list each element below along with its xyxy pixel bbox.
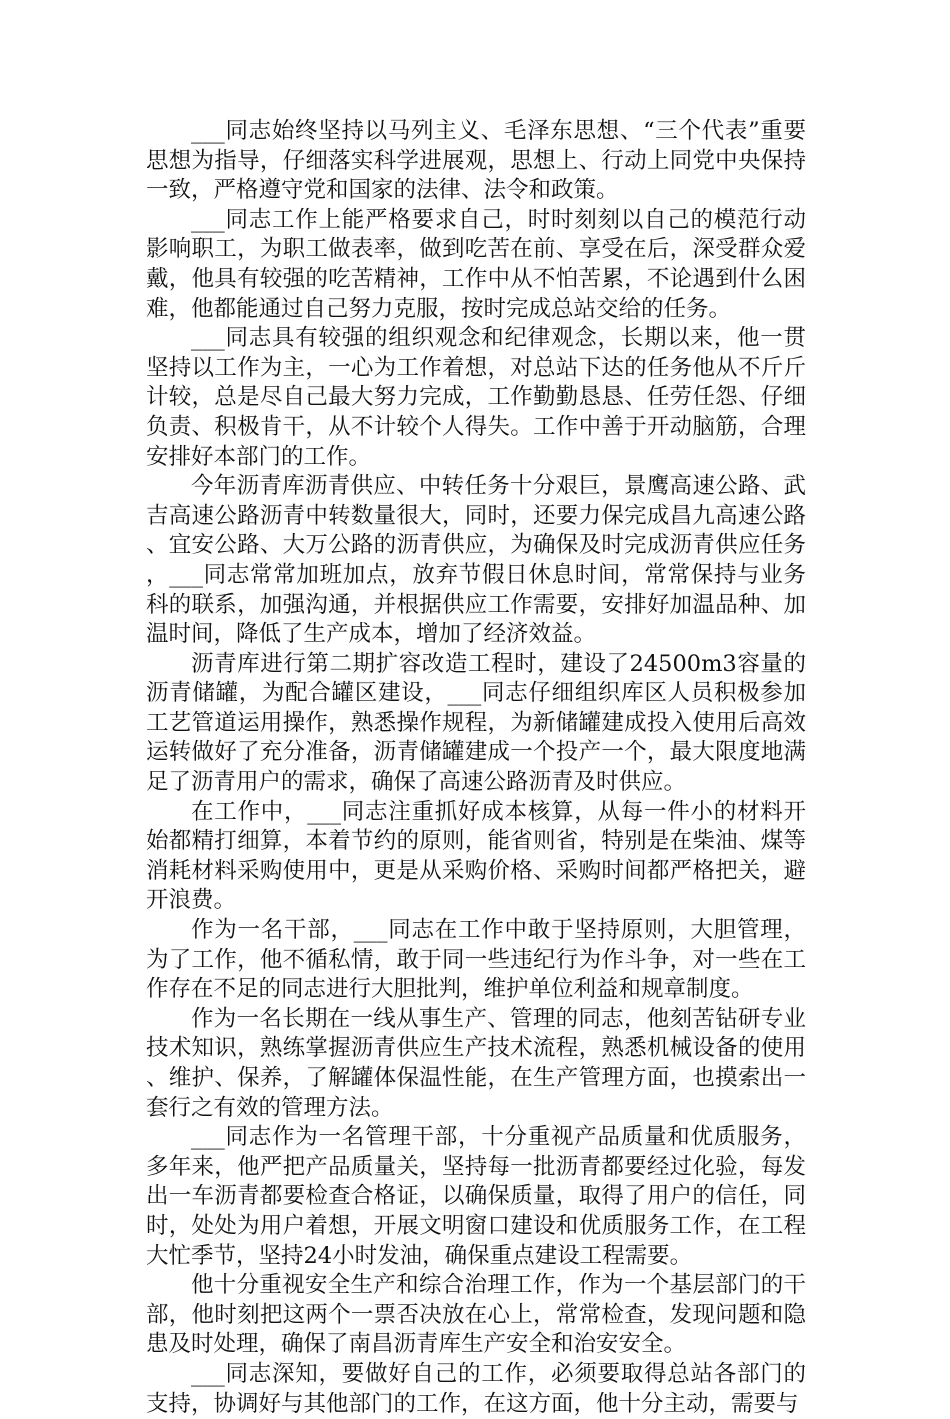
paragraph-6: 在工作中，___同志注重抓好成本核算，从每一件小的材料开始都精打细算，本着节约的原则，能省则省，特别是在柴油、煤等消耗材料采购使用中，更是从采购价格、采购时间都严格把关，避开浪费。 <box>146 798 806 914</box>
paragraph-7: 作为一名干部，___同志在工作中敢于坚持原则，大胆管理，为了工作，他不循私情，敢于同一些违纪行为作斗争，对一些在工作存在不足的同志进行大胆批判，维护单位利益和规章制度。 <box>146 917 806 1003</box>
paragraph-2: ___同志工作上能严格要求自己，时时刻刻以自己的模范行动影响职工，为职工做表率，做到吃苦在前、享受在后，深受群众爱戴，他具有较强的吃苦精神，工作中从不怕苦累，不论遇到什么困难，他都能通过自己努力克服，按时完成总站交给的任务。 <box>146 206 806 322</box>
paragraph-4: 今年沥青库沥青供应、中转任务十分艰巨，景鹰高速公路、武吉高速公路沥青中转数量很大，同时，还要力保完成昌九高速公路、宜安公路、大万公路的沥青供应，为确保及时完成沥青供应任务，___同志常常加班加点，放弃节假日休息时间，常常保持与业务科的联系，加强沟通，并根据供应工作需要，安排好加温品种、加温时间，降低了生产成本，增加了经济效益。 <box>146 473 806 648</box>
paragraph-11: ___同志深知，要做好自己的工作，必须要取得总站各部门的支持，协调好与其他部门的工作，在这方面，他十分主动，需要与 <box>146 1360 806 1417</box>
document-body <box>146 117 806 1419</box>
paragraph-3: ___同志具有较强的组织观念和纪律观念，长期以来，他一贯坚持以工作为主，一心为工作着想，对总站下达的任务他从不斤斤计较，总是尽自己最大努力完成，工作勤勤恳恳、任劳任怨、仔细负责、积极肯干，从不计较个人得失。工作中善于开动脑筋，合理安排好本部门的工作。 <box>146 325 806 470</box>
paragraph-8: 作为一名长期在一线从事生产、管理的同志，他刻苦钻研专业技术知识，熟练掌握沥青供应生产技术流程，熟悉机械设备的使用、维护、保养，了解罐体保温性能，在生产管理方面，也摸索出一套行之有效的管理方法。 <box>146 1005 806 1121</box>
paragraph-1: ___同志始终坚持以马列主义、毛泽东思想、“三个代表”重要思想为指导，仔细落实科学进展观，思想上、行动上同党中央保持一致，严格遵守党和国家的法律、法令和政策。 <box>146 118 806 204</box>
paragraph-5: 沥青库进行第二期扩容改造工程时，建设了24500m3容量的沥青储罐，为配合罐区建设，___同志仔细组织库区人员积极参加工艺管道运用操作，熟悉操作规程，为新储罐建成投入使用后高效运转做好了充分准备，沥青储罐建成一个投产一个，最大限度地满足了沥青用户的需求，确保了高速公路沥青及时供应。 <box>146 650 806 796</box>
paragraph-9: ___同志作为一名管理干部，十分重视产品质量和优质服务，多年来，他严把产品质量关，坚持每一批沥青都要经过化验，每发出一车沥青都要检查合格证，以确保质量，取得了用户的信任，同时，处处为用户着想，开展文明窗口建设和优质服务工作，在工程大忙季节，坚持24小时发油，确保重点建设工程需要。 <box>146 1124 806 1269</box>
paragraph-10: 他十分重视安全生产和综合治理工作，作为一个基层部门的干部，他时刻把这两个一票否决放在心上，常常检查，发现问题和隐患及时处理，确保了南昌沥青库生产安全和治安安全。 <box>146 1272 806 1358</box>
